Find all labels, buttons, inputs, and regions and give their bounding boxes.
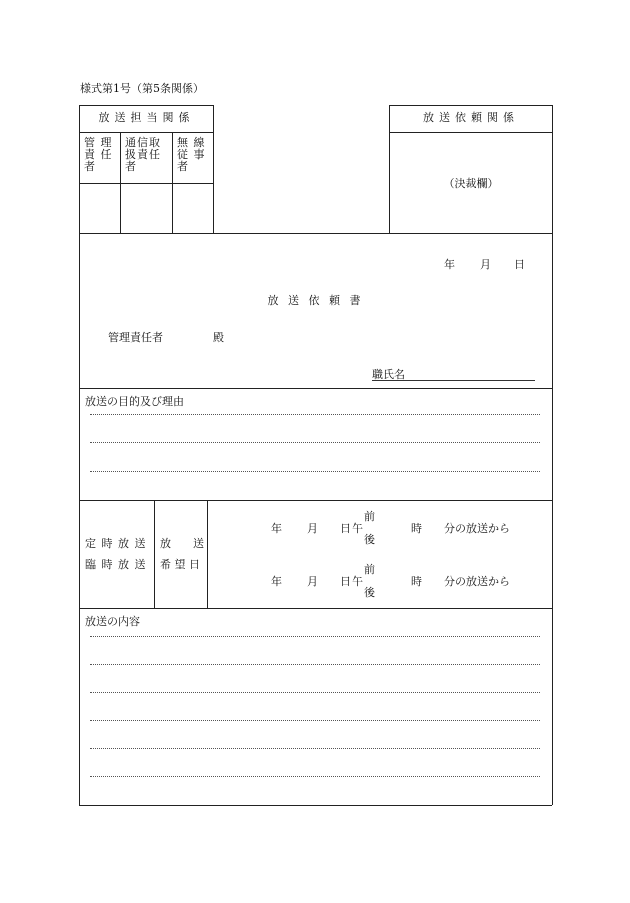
seal-cell-kanri[interactable] bbox=[80, 184, 120, 233]
row2-am-label: 前 bbox=[364, 563, 375, 576]
addressee-name: 管理責任者 bbox=[108, 331, 163, 344]
row1-hour-label: 時 bbox=[411, 522, 422, 535]
row1-am-label: 前 bbox=[364, 510, 375, 523]
purpose-section-label: 放送の目的及び理由 bbox=[85, 395, 184, 408]
row1-month-label: 月 bbox=[307, 522, 318, 535]
column-tsushin-toriatsukai-sekininsha: 通信取 扱責任 者 bbox=[125, 136, 161, 173]
document-title: 放 送 依 頼 書 bbox=[267, 294, 364, 307]
signature-underline[interactable] bbox=[372, 380, 535, 381]
row1-day-label: 日 bbox=[340, 522, 351, 535]
desired-date-label-line2: 希 望 日 bbox=[160, 558, 200, 571]
row2-pm-label: 後 bbox=[364, 586, 375, 599]
row2-year-label: 年 bbox=[271, 575, 282, 588]
addressee-honorific: 殿 bbox=[213, 331, 224, 344]
temporary-broadcast-label: 臨 時 放 送 bbox=[85, 558, 147, 571]
row2-go-label: 午 bbox=[352, 575, 363, 588]
seal-cell-musen[interactable] bbox=[173, 184, 213, 233]
row2-day-label: 日 bbox=[340, 575, 351, 588]
date-year-label: 年 bbox=[444, 258, 455, 271]
column-musen-jujisha: 無 線 従 事 者 bbox=[177, 136, 206, 173]
signature-label: 職氏名 bbox=[372, 368, 405, 381]
scheduled-broadcast-label: 定 時 放 送 bbox=[85, 537, 147, 550]
broadcast-side-header: 放送担当関係 bbox=[98, 111, 195, 124]
column-kanri-sekininsha: 管 理 責 任 者 bbox=[84, 136, 113, 173]
seal-cell-tsushin[interactable] bbox=[121, 184, 172, 233]
row2-hour-label: 時 bbox=[411, 575, 422, 588]
row2-suffix-label: 分の放送から bbox=[444, 575, 510, 588]
date-month-label: 月 bbox=[480, 258, 491, 271]
row1-year-label: 年 bbox=[271, 522, 282, 535]
content-section-label: 放送の内容 bbox=[85, 615, 140, 628]
row1-suffix-label: 分の放送から bbox=[444, 522, 510, 535]
decision-field-label: （決裁欄） bbox=[443, 177, 499, 190]
row2-month-label: 月 bbox=[307, 575, 318, 588]
row1-pm-label: 後 bbox=[364, 533, 375, 546]
desired-date-label-line1: 放 送 bbox=[160, 537, 204, 550]
date-day-label: 日 bbox=[514, 258, 525, 271]
row1-go-label: 午 bbox=[352, 522, 363, 535]
decision-field[interactable] bbox=[390, 133, 552, 233]
request-side-header: 放送依頼関係 bbox=[423, 111, 519, 124]
form-number-label: 様式第1号（第5条関係） bbox=[80, 82, 204, 95]
